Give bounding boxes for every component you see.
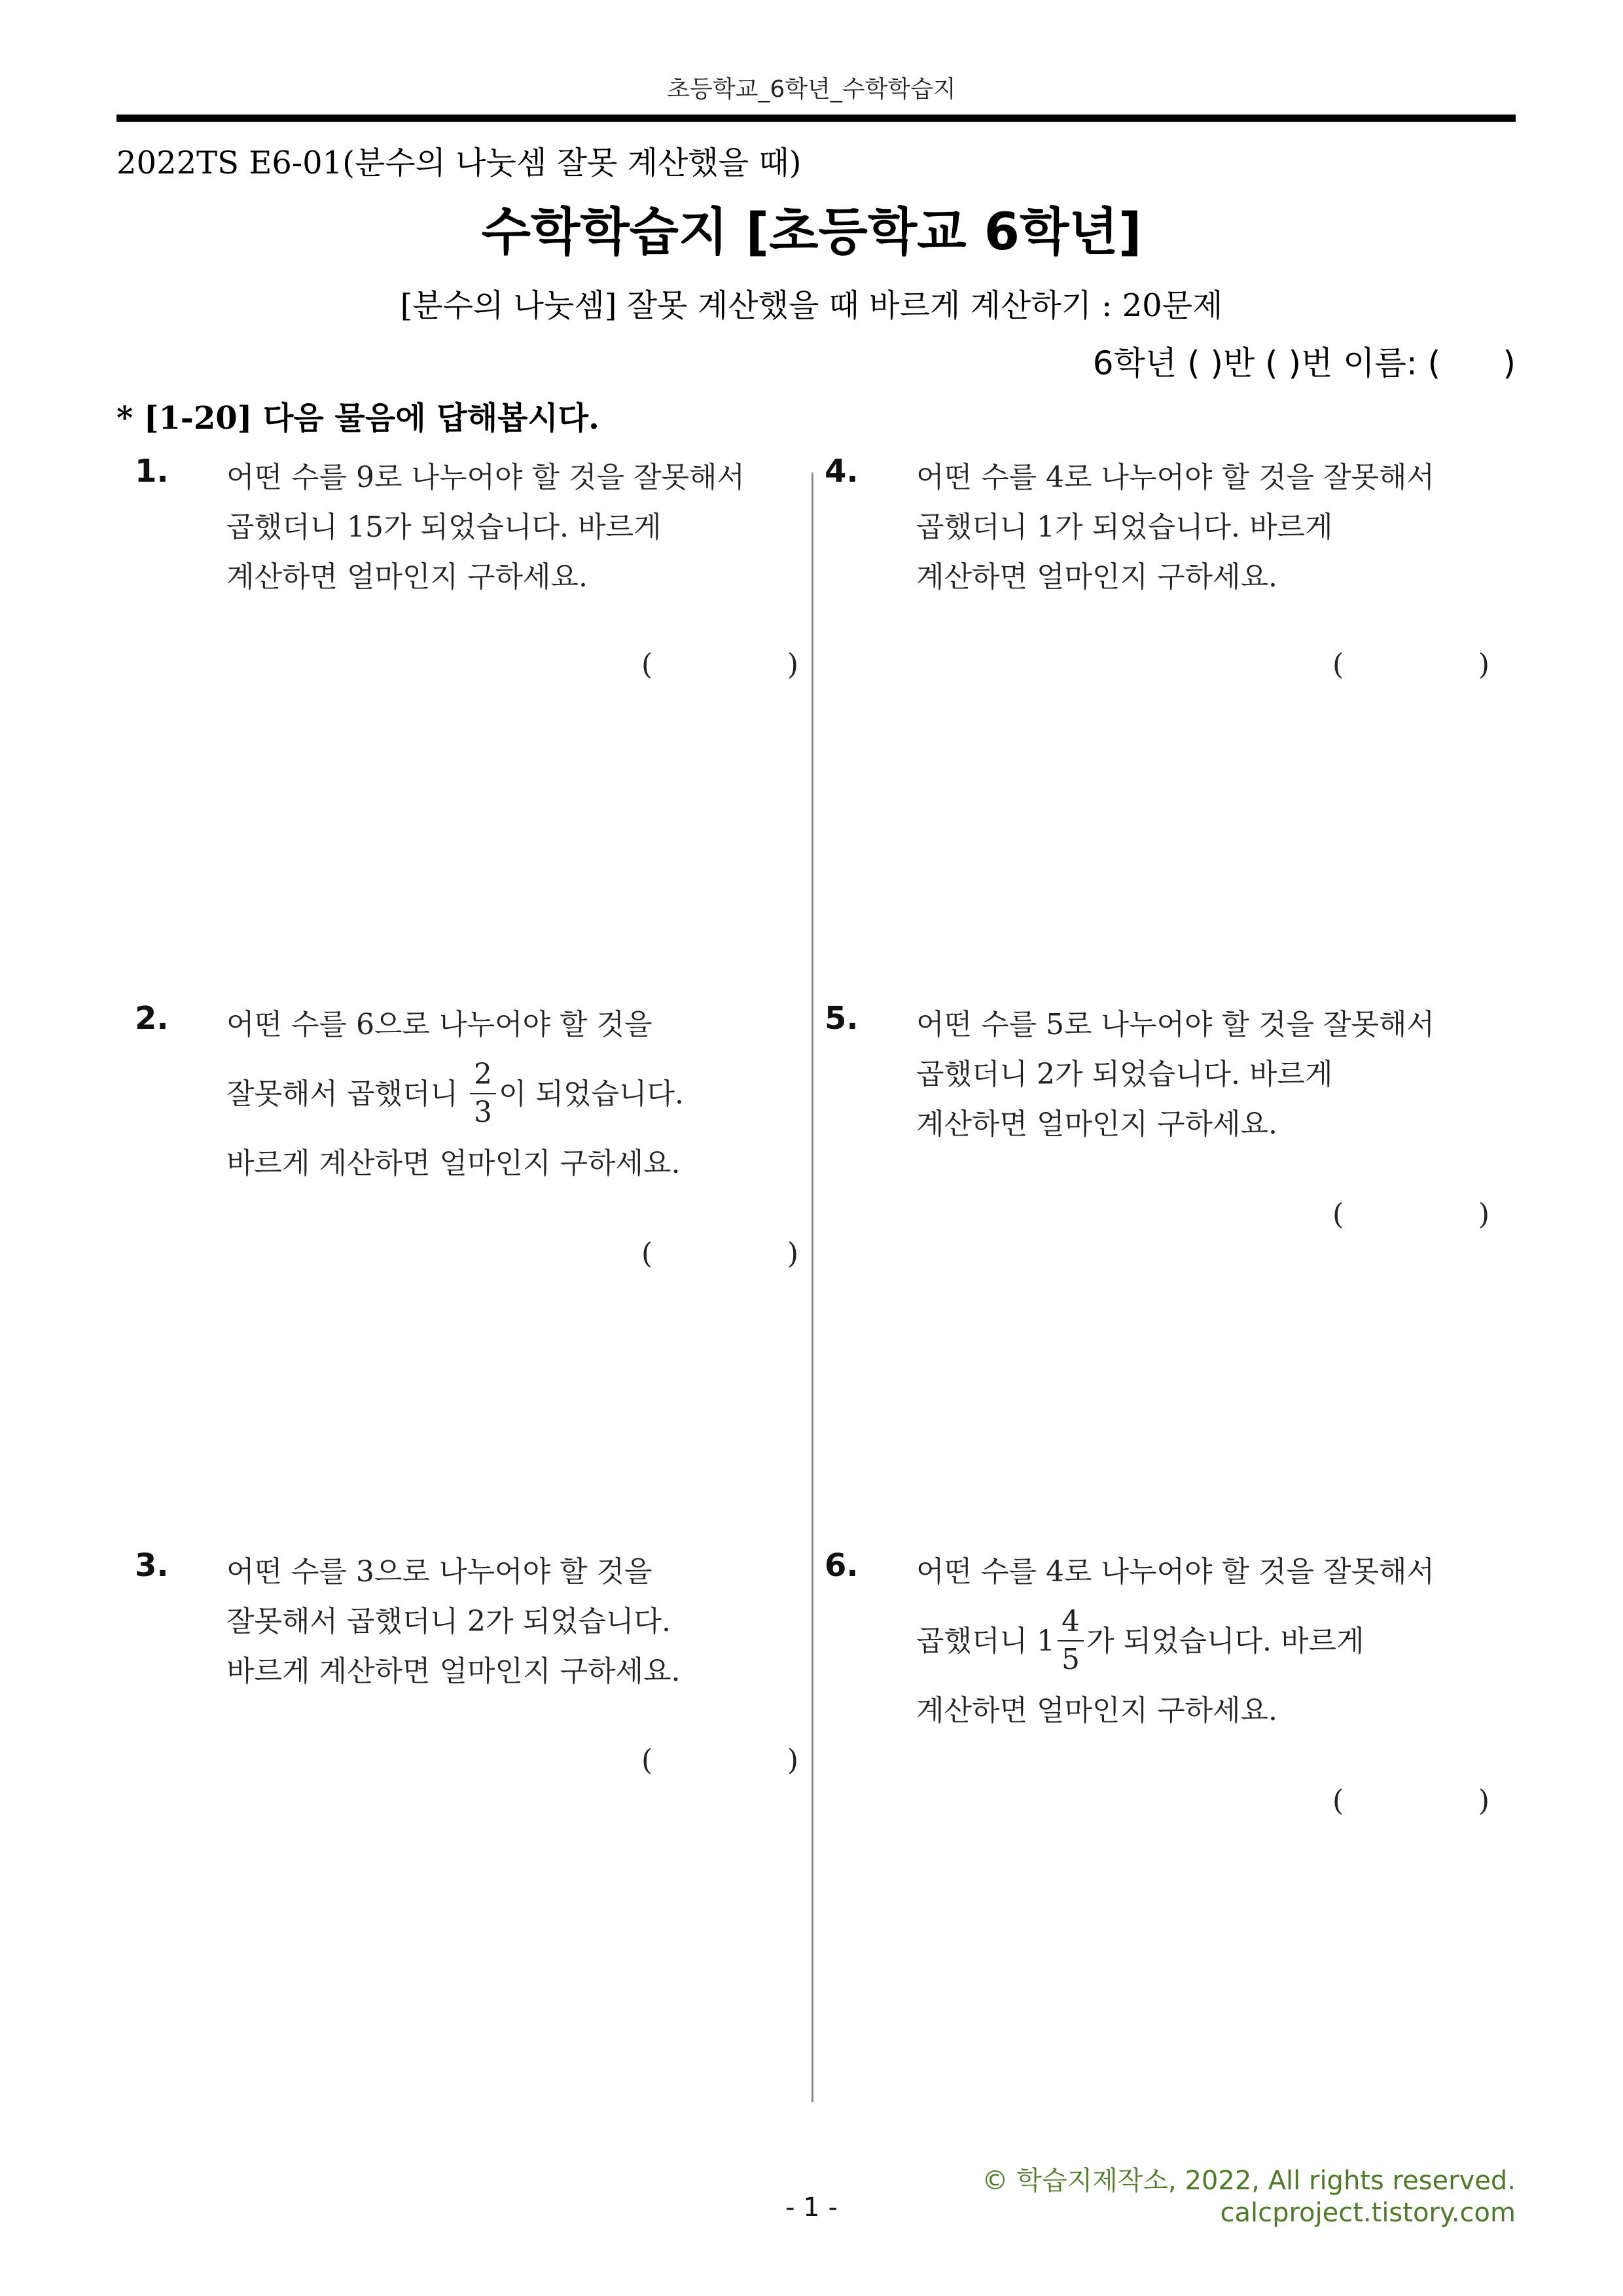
answer-open-paren: (: [641, 1744, 653, 1777]
problem-line: 바르게 계산하면 얼마인지 구하세요.: [226, 1655, 681, 1688]
student-name-line: 6학년 ( )반 ( )번 이름: ( ): [1092, 344, 1516, 382]
answer-blank-5[interactable]: [1332, 1198, 1489, 1231]
fraction-denominator: 3: [474, 1095, 493, 1129]
problem-line: 어떤 수를 9로 나누어야 할 것을 잘못해서: [226, 461, 745, 494]
problem-line: 어떤 수를 5로 나누어야 할 것을 잘못해서: [916, 1008, 1435, 1041]
fraction-denominator: 5: [1061, 1642, 1080, 1676]
problem-number: 5.: [825, 1000, 859, 1037]
problem-number: 3.: [135, 1547, 169, 1584]
instruction: * [1-20] 다음 물음에 답해봅시다.: [116, 400, 599, 437]
fraction: [1058, 1604, 1084, 1676]
fraction-lead-text: 곱했더니: [916, 1624, 1028, 1658]
document-code: 2022TS E6-01(분수의 나눗셈 잘못 계산했을 때): [116, 145, 802, 181]
answer-close-paren: ): [787, 648, 798, 681]
problem-text: [916, 1547, 1505, 1736]
fraction-lead-text: 잘못해서 곱했더니: [226, 1077, 459, 1111]
problem-line: 잘못해서 곱했더니 2가 되었습니다.: [226, 1605, 671, 1638]
fraction-trail-text: 가 되었습니다. 바르게: [1086, 1624, 1364, 1658]
answer-close-paren: ): [1478, 1198, 1489, 1231]
problem-text: [226, 1000, 815, 1189]
answer-close-paren: ): [1478, 1784, 1489, 1818]
problem-text: [226, 453, 815, 602]
fraction-numerator: 2: [474, 1057, 493, 1091]
problem-line: 계산하면 얼마인지 구하세요.: [916, 1694, 1278, 1727]
answer-close-paren: ): [787, 1744, 798, 1777]
fraction-trail-text: 이 되었습니다.: [499, 1077, 685, 1111]
problem-line: 바르게 계산하면 얼마인지 구하세요.: [226, 1147, 681, 1180]
answer-open-paren: (: [641, 648, 653, 681]
answer-open-paren: (: [1332, 1784, 1344, 1818]
copyright-notice: © 학습지제작소, 2022, All rights reserved.: [982, 2166, 1516, 2196]
problem-number: 6.: [825, 1547, 859, 1584]
problem-line: 곱했더니 1가 되었습니다. 바르게: [916, 511, 1333, 544]
problem-number: 4.: [825, 453, 859, 490]
answer-open-paren: (: [1332, 1198, 1344, 1231]
answer-open-paren: (: [641, 1237, 653, 1270]
problem-number: 1.: [135, 453, 169, 490]
problem-line: 어떤 수를 3으로 나누어야 할 것을: [226, 1555, 652, 1588]
problem-number: 2.: [135, 1000, 169, 1037]
answer-blank-2[interactable]: [641, 1237, 798, 1270]
problem-text: [916, 453, 1505, 602]
page-number: - 1 -: [785, 2193, 838, 2223]
problem-line: 곱했더니 2가 되었습니다. 바르게: [916, 1058, 1333, 1091]
page-title: 수학학습지 [초등학교 6학년]: [481, 203, 1142, 262]
fraction-numerator: 4: [1061, 1604, 1080, 1638]
problem-line: 어떤 수를 4로 나누어야 할 것을 잘못해서: [916, 461, 1435, 494]
answer-blank-1[interactable]: [641, 648, 798, 681]
running-head: 초등학교_6학년_수학학습지: [667, 76, 956, 103]
mixed-number-whole: 1: [1037, 1624, 1056, 1658]
problem-text: [916, 1000, 1505, 1149]
answer-blank-3[interactable]: [641, 1744, 798, 1777]
column-divider: [812, 473, 813, 2102]
top-rule: [116, 115, 1516, 122]
page-subtitle: [분수의 나눗셈] 잘못 계산했을 때 바르게 계산하기 : 20문제: [400, 287, 1223, 324]
website-link[interactable]: calcproject.tistory.com: [1220, 2198, 1516, 2228]
answer-blank-4[interactable]: [1332, 648, 1489, 681]
problem-line-with-fraction: [226, 1050, 815, 1139]
problem-line: 곱했더니 15가 되었습니다. 바르게: [226, 511, 662, 544]
answer-close-paren: ): [787, 1237, 798, 1270]
problem-line: 계산하면 얼마인지 구하세요.: [916, 1107, 1278, 1141]
problem-text: [226, 1547, 815, 1696]
problem-line: 어떤 수를 4로 나누어야 할 것을 잘못해서: [916, 1555, 1435, 1588]
problem-line: 계산하면 얼마인지 구하세요.: [916, 560, 1278, 594]
problem-line: 어떤 수를 6으로 나누어야 할 것을: [226, 1008, 652, 1041]
problem-line: 계산하면 얼마인지 구하세요.: [226, 560, 588, 594]
answer-blank-6[interactable]: [1332, 1784, 1489, 1818]
problem-line-with-fraction: [916, 1597, 1505, 1686]
answer-open-paren: (: [1332, 648, 1344, 681]
fraction: [470, 1057, 496, 1129]
answer-close-paren: ): [1478, 648, 1489, 681]
